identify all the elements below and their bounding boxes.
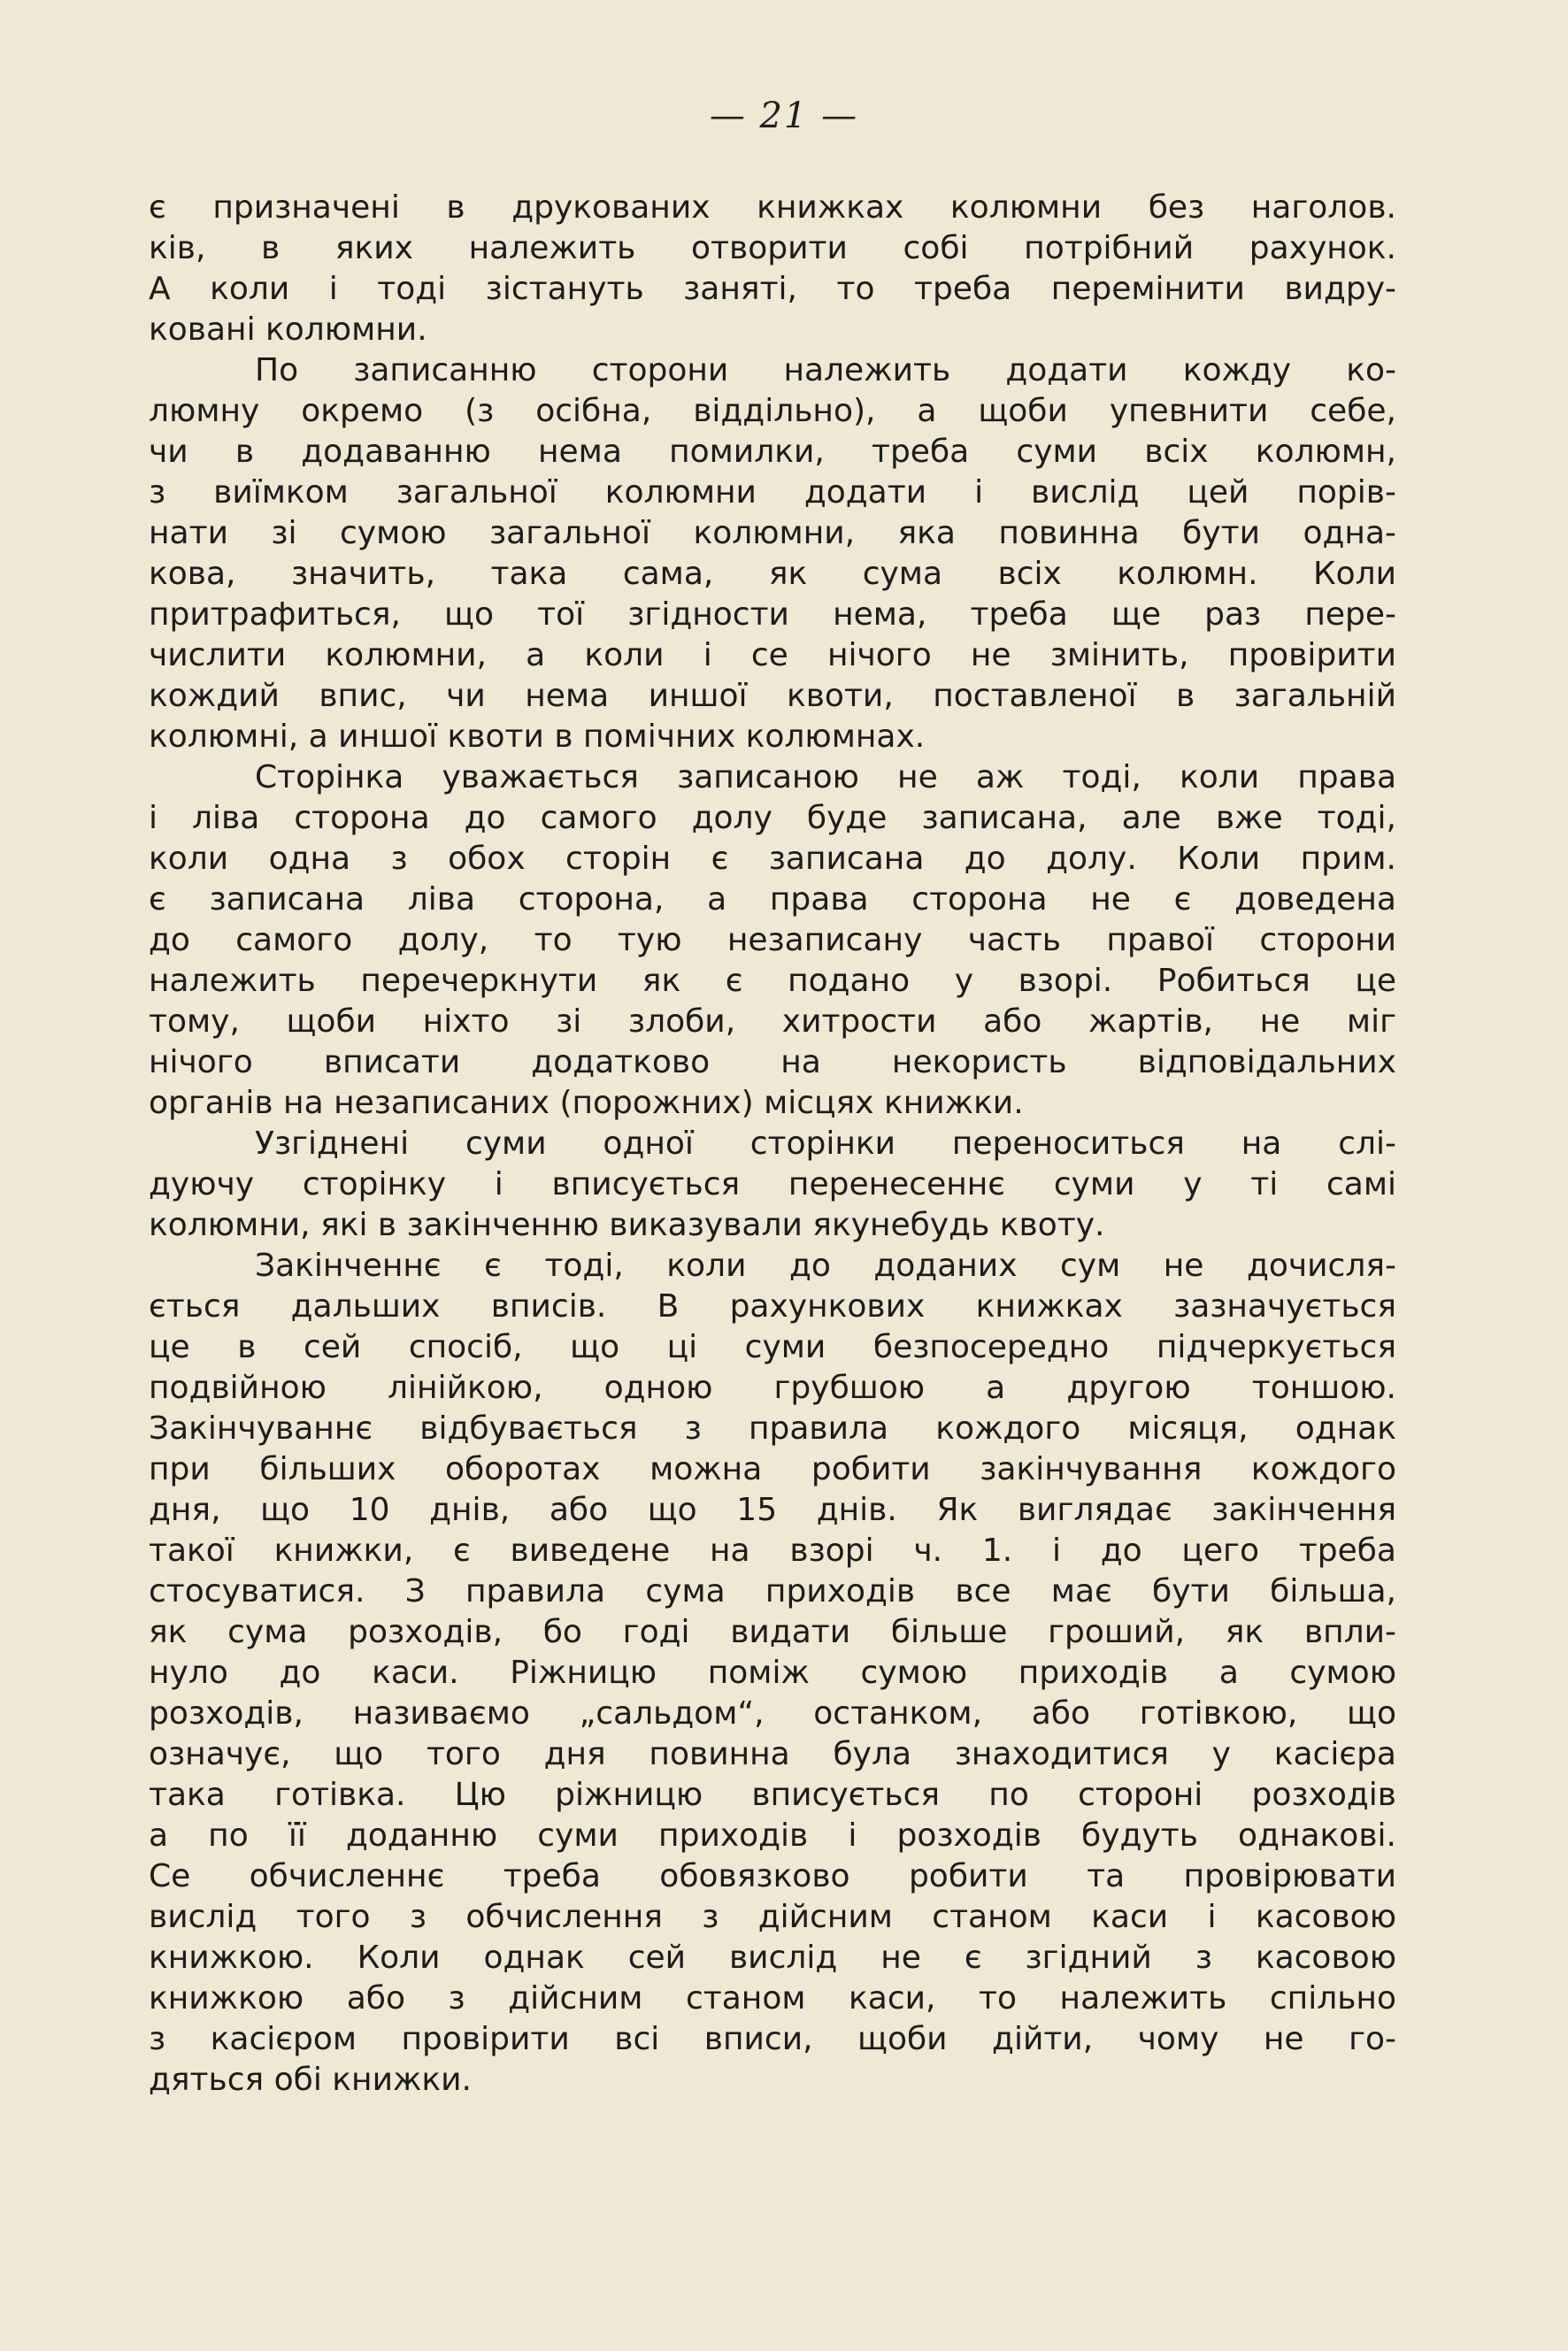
text-line: Узгіднені суми одної сторінки переноситься на слі- xyxy=(255,1126,1396,1162)
text-line: книжкою. Коли однак сей вислід не є згідний з касовою xyxy=(149,1940,1396,1976)
text-line: а по її доданню суми приходів і розходів будуть однакові. xyxy=(149,1817,1396,1854)
paragraph xyxy=(149,1246,1396,2101)
text-line: А коли і тоді зістануть заняті, то треба перемінити видру- xyxy=(149,271,1396,307)
page-number: — 21 — xyxy=(709,96,859,136)
text-line: подвійною лінійкою, одною грубшою а другою тоншою. xyxy=(149,1370,1396,1406)
text-line: з виїмком загальної колюмни додати і вислід цей порів- xyxy=(149,474,1396,511)
text-line: Закінченнє є тоді, коли до доданих сум не дочисля- xyxy=(255,1248,1396,1284)
text-line: люмну окремо (з осібна, віддільно), а щоби упевнити себе, xyxy=(149,393,1396,429)
text-line: до самого долу, то тую незаписану часть правої сторони xyxy=(149,922,1396,958)
text-line: вислід того з обчислення з дійсним станом каси і касовою xyxy=(149,1899,1396,1935)
text-line: такої книжки, є виведене на взорі ч. 1. і до цего треба xyxy=(149,1533,1396,1569)
text-line: Сторінка уважається записаною не аж тоді, коли права xyxy=(255,759,1396,795)
text-line: органів на незаписаних (порожних) місцях книжки. xyxy=(149,1085,1024,1121)
text-line: кождий впис, чи нема иншої квоти, поставленої в загальній xyxy=(149,678,1396,714)
text-line: дня, що 10 днів, або що 15 днів. Як виглядає закінчення xyxy=(149,1492,1396,1528)
text-line: колюмни, які в закінченню виказували якунебудь квоту. xyxy=(149,1207,1105,1243)
text-line: Се обчисленнє треба обовязково робити та провірювати xyxy=(149,1858,1396,1894)
text-line: дяться обі книжки. xyxy=(149,2062,472,2098)
text-line: нічого вписати додатково на некористь відповідальних xyxy=(149,1044,1396,1080)
body-text xyxy=(149,188,1396,2101)
paragraph xyxy=(149,350,1396,757)
text-line: і ліва сторона до самого долу буде записана, але вже тоді, xyxy=(149,800,1396,836)
text-line: при більших оборотах можна робити закінчування кождого xyxy=(149,1451,1396,1487)
text-line: ковані колюмни. xyxy=(149,311,427,348)
paragraph xyxy=(149,1124,1396,1246)
text-line: По записанню сторони належить додати кожду ко- xyxy=(255,352,1396,388)
text-line: як сума розходів, бо годі видати більше гроший, як впли- xyxy=(149,1614,1396,1650)
text-line: чи в додаванню нема помилки, треба суми всіх колюмн, xyxy=(149,434,1396,470)
paragraph xyxy=(149,757,1396,1124)
text-line: з касієром провірити всі вписи, щоби дійти, чому не го- xyxy=(149,2021,1396,2057)
text-line: Закінчуваннє відбувається з правила кождого місяця, однак xyxy=(149,1410,1396,1447)
text-line: є призначені в друкованих книжках колюмни без наголов. xyxy=(149,189,1396,226)
text-line: ків, в яких належить отворити собі потрібний рахунок. xyxy=(149,230,1396,266)
text-line: ється дальших вписів. В рахункових книжках зазначується xyxy=(149,1288,1396,1325)
text-line: коли одна з обох сторін є записана до долу. Коли прим. xyxy=(149,841,1396,877)
text-line: кова, значить, така сама, як сума всіх колюмн. Коли xyxy=(149,556,1396,592)
text-line: притрафиться, що тої згідности нема, треба ще раз пере- xyxy=(149,596,1396,633)
text-line: стосуватися. З правила сума приходів все має бути більша, xyxy=(149,1573,1396,1610)
text-line: числити колюмни, а коли і се нічого не змінить, провірити xyxy=(149,637,1396,673)
text-line: така готівка. Цю ріжницю вписується по стороні розходів xyxy=(149,1777,1396,1813)
text-line: книжкою або з дійсним станом каси, то належить спільно xyxy=(149,1980,1396,2017)
text-line: розходів, називаємо „сальдом“, останком, або готівкою, що xyxy=(149,1695,1396,1732)
text-line: належить перечеркнути як є подано у взорі. Робиться це xyxy=(149,963,1396,999)
paragraph xyxy=(149,188,1396,350)
text-line: тому, щоби ніхто зі злоби, хитрости або жартів, не міг xyxy=(149,1003,1396,1040)
text-line: це в сей спосіб, що ці суми безпосередно підчеркується xyxy=(149,1329,1396,1365)
text-line: є записана ліва сторона, а права сторона не є доведена xyxy=(149,881,1396,918)
text-line: дуючу сторінку і вписується перенесеннє суми у ті самі xyxy=(149,1166,1396,1202)
text-line: означує, що того дня повинна була знаходитися у касієра xyxy=(149,1736,1396,1772)
text-line: нати зі сумою загальної колюмни, яка повинна бути одна- xyxy=(149,515,1396,551)
text-line: нуло до каси. Ріжницю поміж сумою приходів а сумою xyxy=(149,1655,1396,1691)
text-line: колюмні, а иншої квоти в помічних колюмнах. xyxy=(149,718,926,755)
